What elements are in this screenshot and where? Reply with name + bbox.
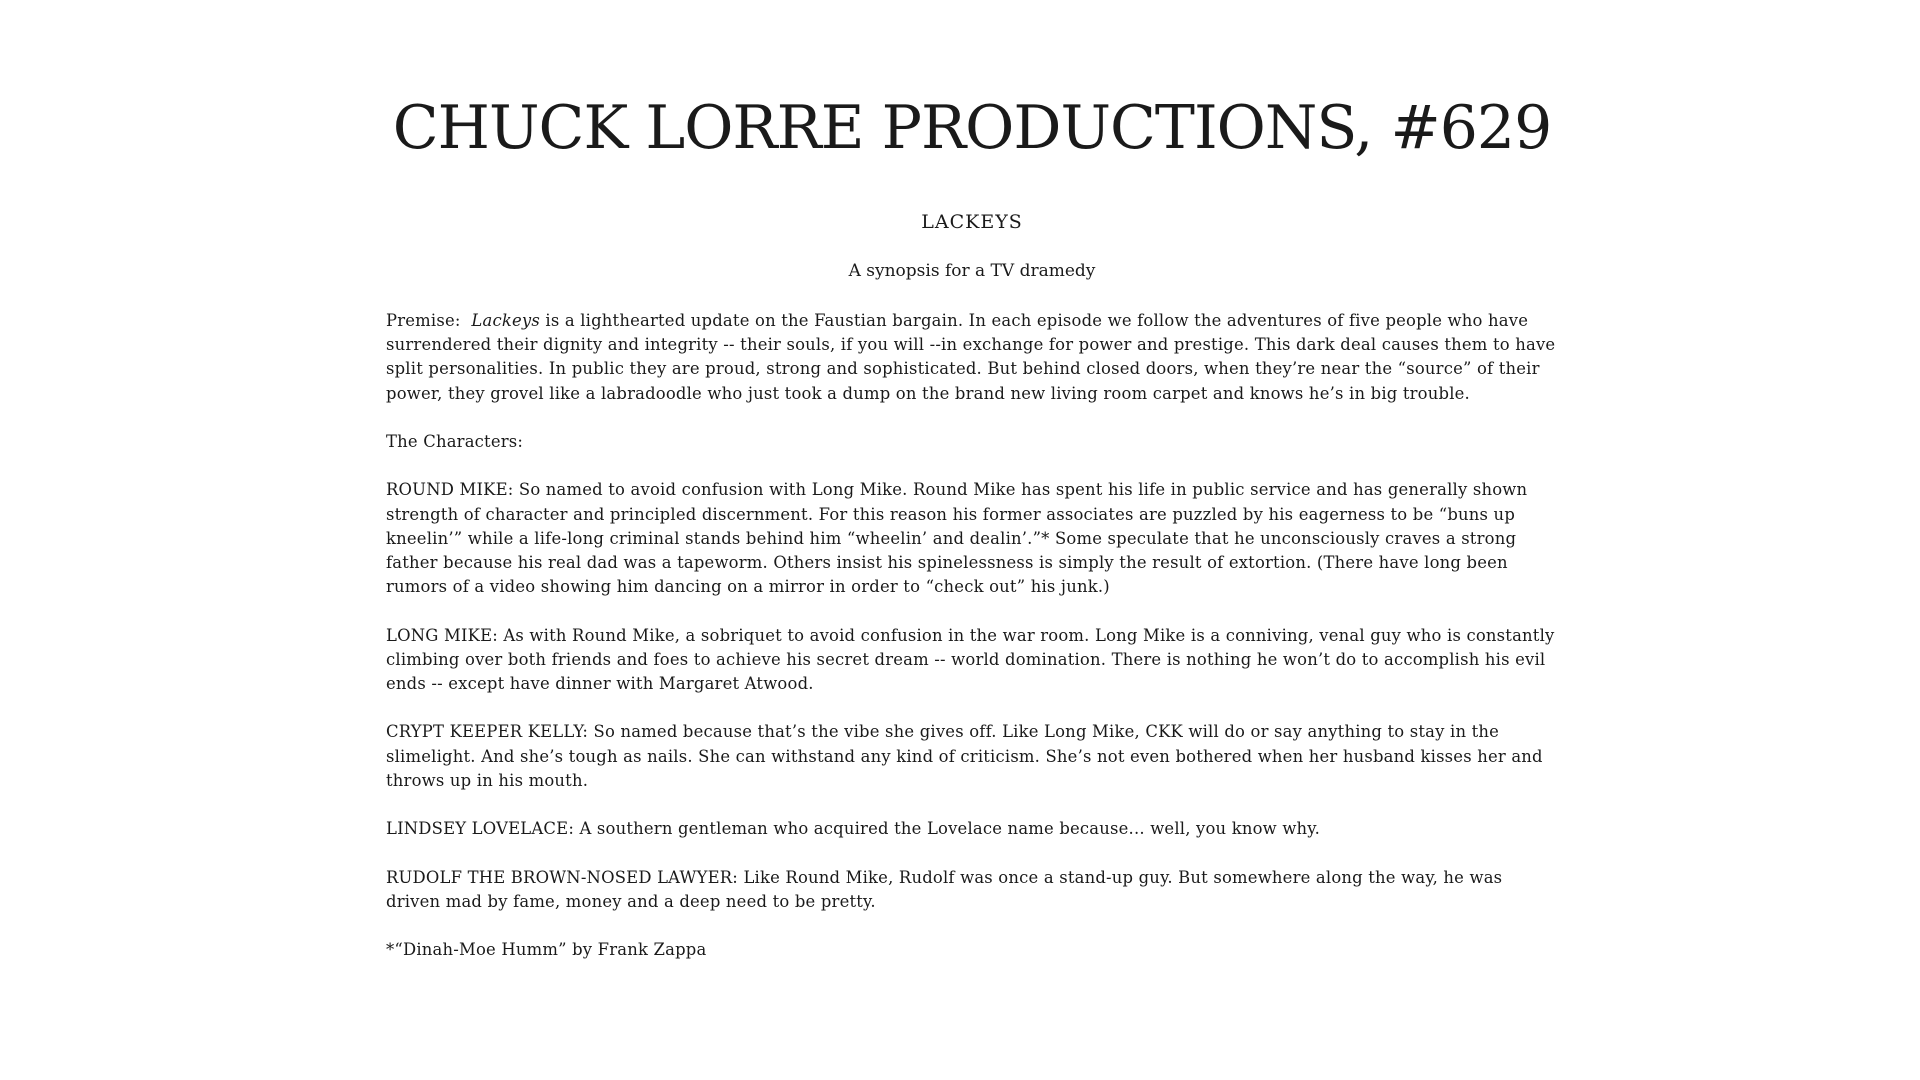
synopsis-body [386,309,1558,987]
page-title: CHUCK LORRE PRODUCTIONS, #629 [392,93,1552,163]
show-title: LACKEYS [921,211,1023,233]
premise-label: Premise: [386,311,461,330]
characters-heading: The Characters: [386,432,524,451]
footnote: *“Dinah-Moe Humm” by Frank Zappa [386,940,707,960]
premise-show-name: Lackeys [471,311,540,330]
character-lindsey-lovelace: LINDSEY LOVELACE: A southern gentleman who acquired the Lovelace name because... well, you know why. [386,819,1320,839]
premise-text: is a lighthearted update on the Faustian bargain. In each episode we follow the adventures of five people who have surrendered their dignity and integrity -- their souls, if you will --in exchange for power and prestige. This dark deal causes them to have split personalities. In public they are proud, strong and sophisticated. But behind closed doors, when they’re near the “source” of their power, they grovel like a labradoodle who just took a dump on the brand new living room carpet and knows he’s in big trouble. [386,311,1556,403]
character-long-mike: LONG MIKE: As with Round Mike, a sobriquet to avoid confusion in the war room. Long Mike is a conniving, venal guy who is constantly climbing over both friends and foes to achieve his secret dream -- world domination. There is nothing he won’t do to accomplish his evil ends -- except have dinner with Margaret Atwood. [386,625,1555,693]
character-rudolf: RUDOLF THE BROWN-NOSED LAWYER: Like Round Mike, Rudolf was once a stand-up guy. But somewhere along the way, he was driven mad by fame, money and a deep need to be pretty. [386,867,1503,911]
show-tagline: A synopsis for a TV dramedy [848,261,1096,281]
character-round-mike: ROUND MIKE: So named to avoid confusion with Long Mike. Round Mike has spent his life in public service and has generally shown strength of character and principled discernment. For this reason his former associates are puzzled by his eagerness to be “buns up kneelin’” while a life-long criminal stands behind him “wheelin’ and dealin’.”* Some speculate that he unconsciously craves a strong father because his real dad was a tapeworm. Others insist his spinelessness is simply the result of extortion. (There have long been rumors of a video showing him dancing on a mirror in order to “check out” his junk.) [386,480,1528,597]
character-crypt-keeper-kelly: CRYPT KEEPER KELLY: So named because that’s the vibe she gives off. Like Long Mike, CKK will do or say anything to stay in the slimelight. And she’s tough as nails. She can withstand any kind of criticism. She’s not even bothered when her husband kisses her and throws up in his mouth. [386,722,1543,790]
premise-paragraph [386,309,1558,406]
